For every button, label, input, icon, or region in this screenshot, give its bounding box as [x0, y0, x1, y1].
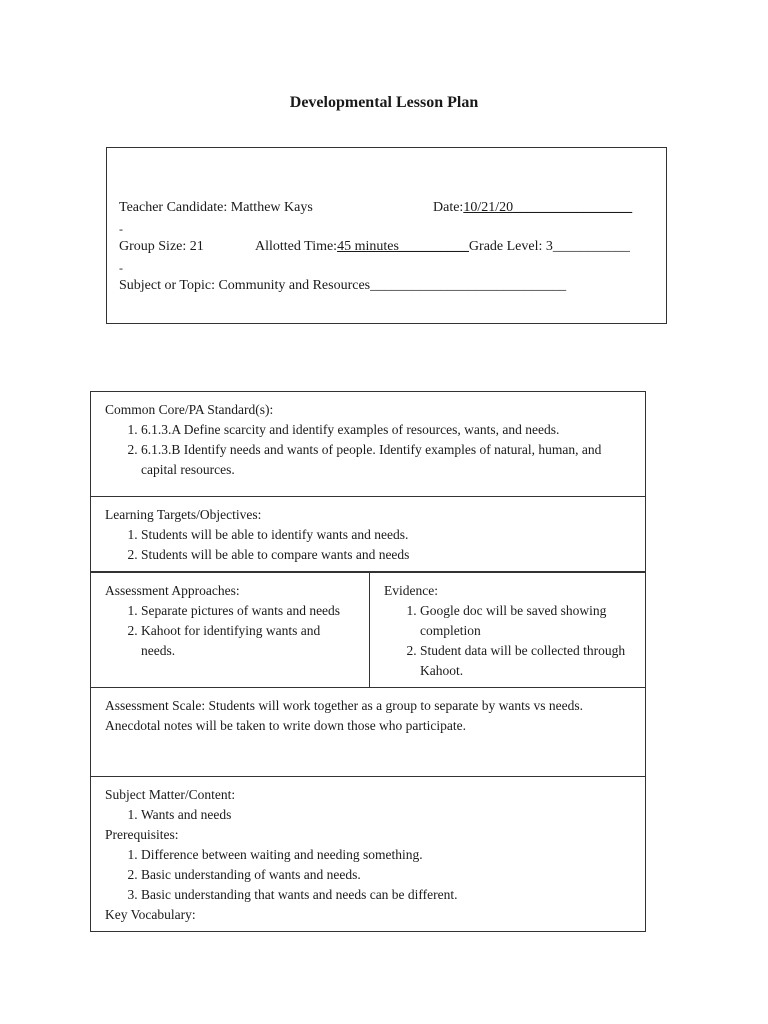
- teacher-line: [119, 200, 313, 216]
- allotted-line: [255, 239, 630, 255]
- date-label: Date:: [433, 200, 464, 215]
- standards-row: [91, 392, 646, 497]
- list-item: 2. Basic understanding of wants and needs.: [141, 865, 631, 885]
- list-item: 1. 6.1.3.A Define scarcity and identify examples of resources, wants, and needs.: [141, 420, 631, 440]
- list-item: 1. Students will be able to identify wants and needs.: [141, 525, 631, 545]
- content-label: Subject Matter/Content:: [105, 787, 236, 802]
- assessment-cell: [91, 572, 370, 688]
- content-cell: [91, 777, 646, 932]
- list-item: 1. Wants and needs: [141, 805, 631, 825]
- standards-cell: [91, 392, 646, 497]
- vocab-label: Key Vocabulary:: [105, 907, 196, 922]
- list-item: 2. Kahoot for identifying wants and needs.: [141, 621, 355, 661]
- info-box: [106, 147, 667, 324]
- scale-cell: [91, 688, 646, 777]
- scale-text: Assessment Scale: Students will work together as a group to separate by wants vs needs. Anecdotal notes will be taken to write down those who participate.: [105, 698, 584, 733]
- standards-list: [105, 420, 631, 480]
- list-item: 1. Separate pictures of wants and needs: [141, 601, 355, 621]
- lesson-table: [90, 391, 646, 932]
- prereq-label: Prerequisites:: [105, 827, 179, 842]
- list-item: 2. 6.1.3.B Identify needs and wants of people. Identify examples of natural, human, and capital resources.: [141, 440, 631, 480]
- assessment-label: Assessment Approaches:: [105, 583, 240, 598]
- evidence-label: Evidence:: [384, 583, 438, 598]
- teacher-name: Matthew Kays: [230, 200, 313, 215]
- evidence-list: [384, 601, 631, 681]
- assessment-row: [91, 572, 646, 688]
- list-item: 2. Student data will be collected through Kahoot.: [420, 641, 631, 681]
- objectives-row: [91, 497, 646, 573]
- list-item: 3. Basic understanding that wants and needs can be different.: [141, 885, 631, 905]
- objectives-list: [105, 525, 631, 565]
- list-item: 1. Difference between waiting and needing something.: [141, 845, 631, 865]
- list-item: 2. Students will be able to compare wants and needs: [141, 545, 631, 565]
- allotted-label: Allotted Time:: [255, 239, 338, 254]
- date-value: 10/21/20_________________: [463, 200, 633, 215]
- standards-label: Common Core/PA Standard(s):: [105, 402, 274, 417]
- date-line: [433, 200, 632, 216]
- prereq-list: [105, 845, 631, 905]
- subject-line: [119, 278, 566, 294]
- grade-level: Grade Level: 3___________: [468, 239, 630, 254]
- scale-row: [91, 688, 646, 777]
- content-row: [91, 777, 646, 932]
- objectives-label: Learning Targets/Objectives:: [105, 507, 262, 522]
- evidence-cell: [370, 572, 646, 688]
- dash-1: -: [119, 222, 123, 236]
- dash-2: -: [119, 261, 123, 275]
- subject-blank: ____________________________: [370, 278, 567, 293]
- objectives-cell: [91, 497, 646, 573]
- allotted-value: 45 minutes__________: [337, 239, 469, 254]
- teacher-label: Teacher Candidate:: [119, 200, 228, 215]
- subject-label: Subject or Topic: Community and Resources: [119, 278, 371, 293]
- page-title: Developmental Lesson Plan: [289, 94, 479, 111]
- list-item: 1. Google doc will be saved showing completion: [420, 601, 631, 641]
- assessment-list: [105, 601, 355, 661]
- content-list: [105, 805, 631, 825]
- group-size: Group Size: 21: [119, 239, 204, 254]
